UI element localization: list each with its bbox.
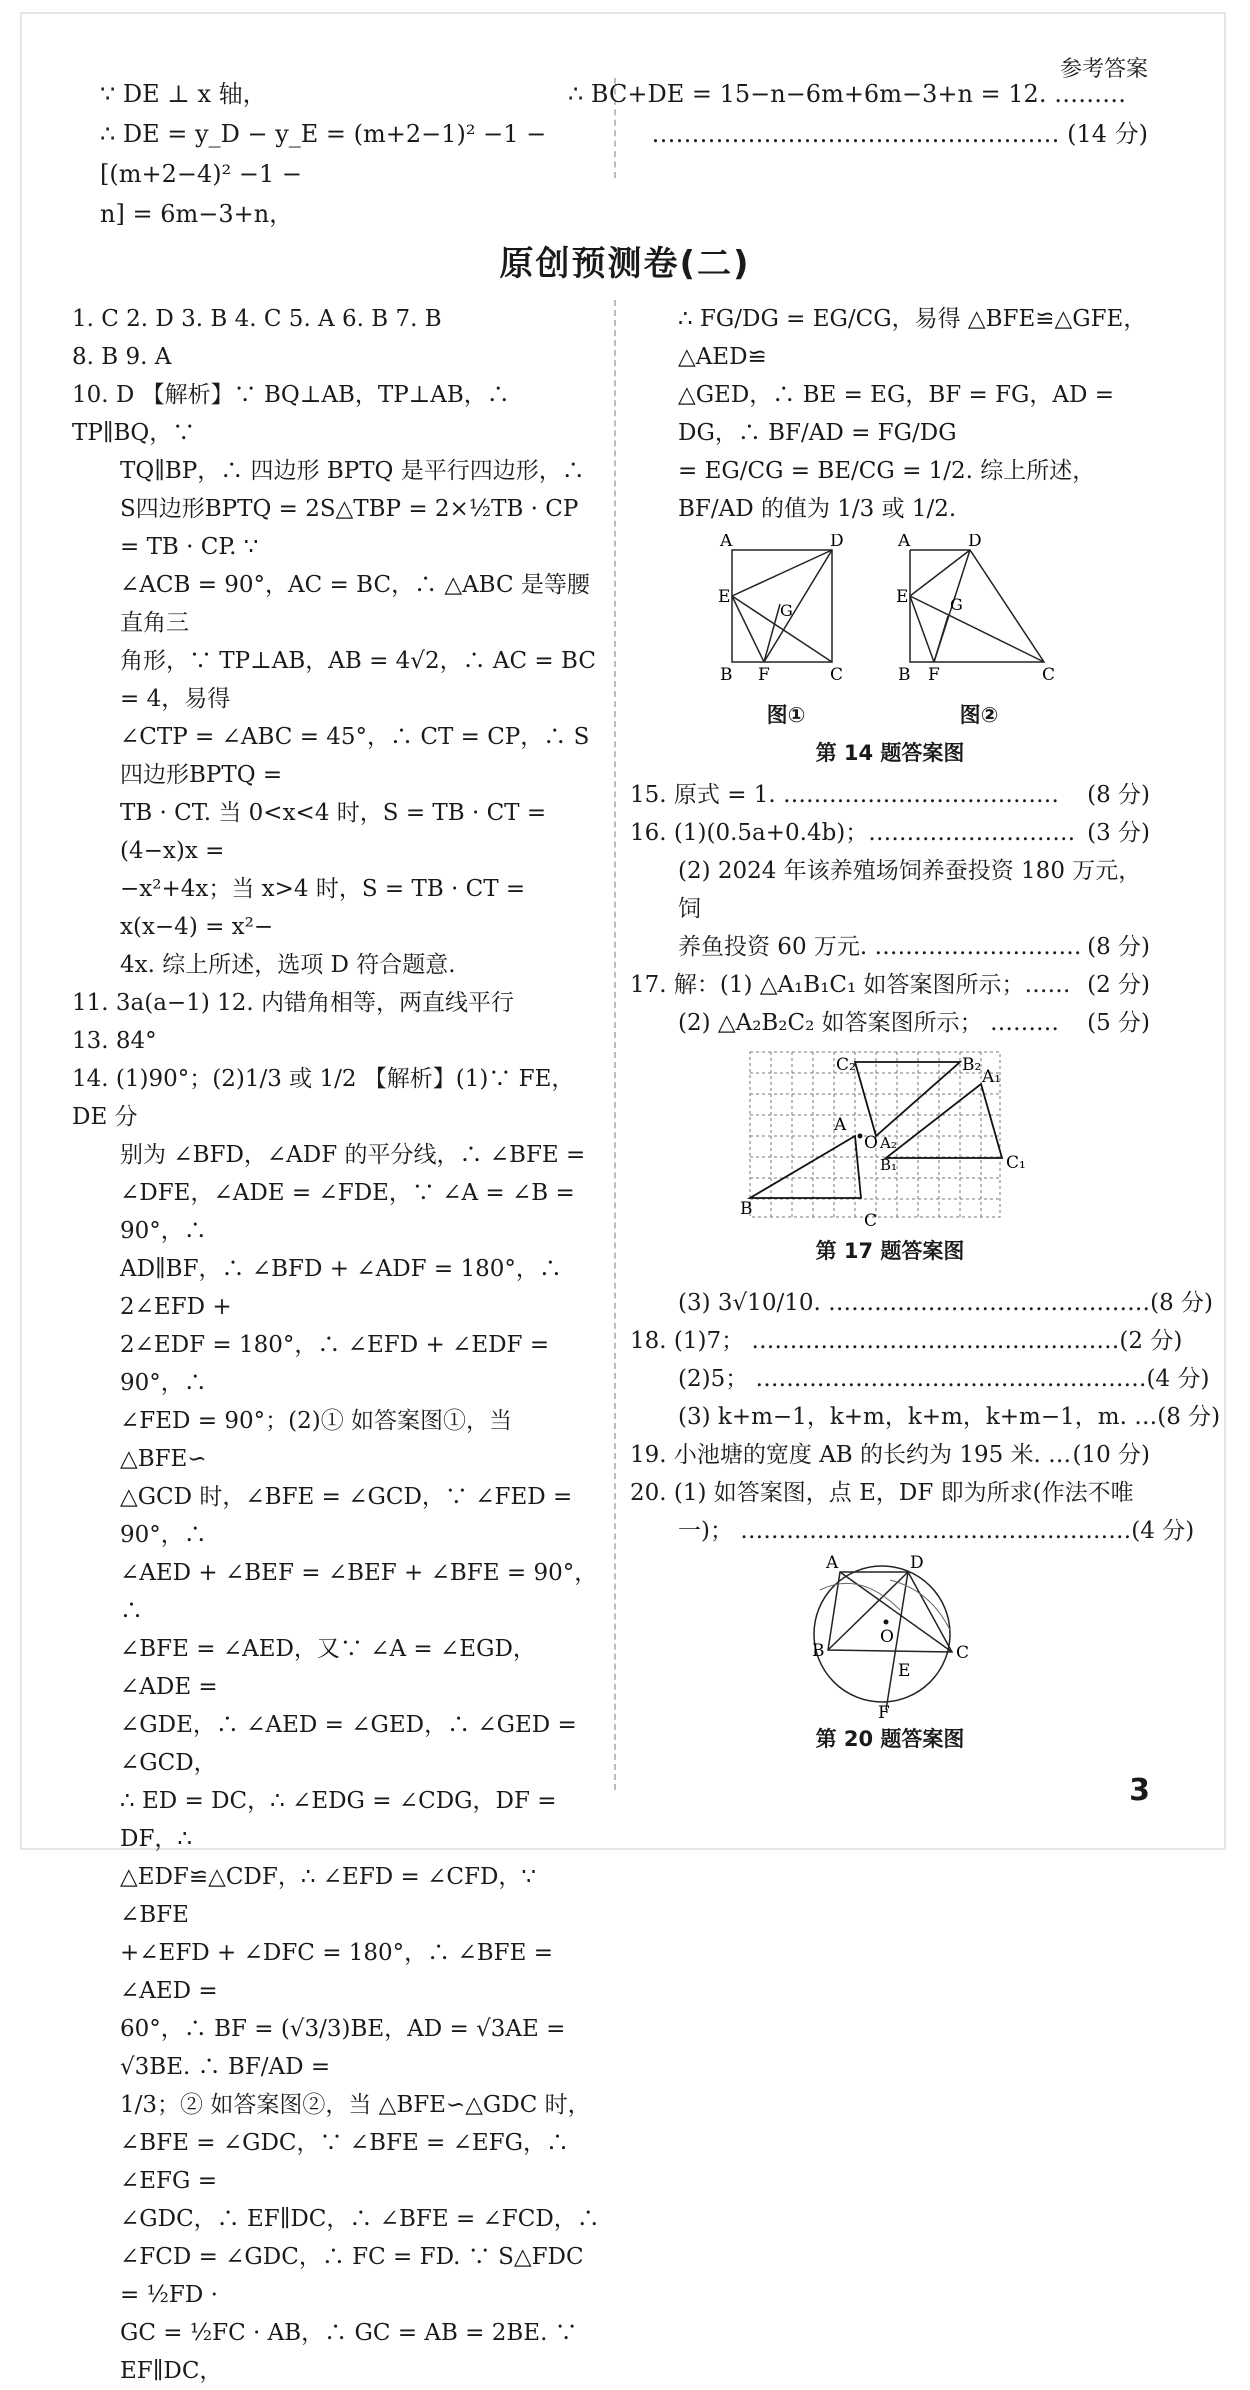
fig17-caption: 第 17 题答案图 <box>815 1239 965 1263</box>
q14-line: +∠EFD + ∠DFC = 180°，∴ ∠BFE = ∠AED = <box>120 1940 554 2004</box>
q14-line: ∠BFE = ∠AED，又∵ ∠A = ∠EGD，∠ADE = <box>120 1636 536 1700</box>
q14-line: 1/3；② 如答案图②，当 △BFE∽△GDC 时， <box>120 2092 591 2118</box>
q20-text: 一)； …………………………………………… <box>678 1518 1132 1544</box>
q18-1-row <box>630 1322 1183 1360</box>
q14-line: 别为 ∠BFD，∠ADF 的平分线，∴ ∠BFE = <box>120 1142 586 1168</box>
q14-line: 2∠EDF = 180°，∴ ∠EFD + ∠EDF = 90°，∴ <box>120 1332 550 1396</box>
q16-1-score: (3 分) <box>1087 820 1150 846</box>
q10-line: ∠ACB = 90°，AC = BC，∴ △ABC 是等腰直角三 <box>120 572 590 636</box>
q18-1-score: (2 分) <box>1119 1328 1183 1354</box>
origin-point <box>858 1134 863 1139</box>
q15-score: (8 分) <box>1087 782 1150 808</box>
svg-text:F: F <box>878 1703 890 1720</box>
q15-row <box>630 776 1150 814</box>
q18-2-row <box>630 1360 1210 1398</box>
q14-cont-line: ∴ FG/DG = EG/CG，易得 △BFE≌△GFE，△AED≌ <box>678 306 1147 370</box>
answer-13: 13. 84° <box>72 1028 157 1054</box>
fig20-caption: 第 20 题答案图 <box>815 1727 965 1751</box>
fig14-figure-2 <box>894 534 1064 734</box>
fig17-grid-diagram <box>740 1042 1040 1232</box>
q18-1-text: 18. (1)7； ………………………………………… <box>630 1328 1120 1354</box>
top-left-line: ∵ DE ⊥ x 轴， <box>100 80 267 108</box>
svg-text:A₂: A₂ <box>880 1134 897 1152</box>
q17-3-text: (3) 3√10/10. …………………………………… <box>678 1290 1151 1316</box>
q10-line: TB · CT. 当 0<x<4 时，S = TB · CT = (4−x)x = <box>120 800 547 864</box>
q14-line: △EDF≌△CDF，∴ ∠EFD = ∠CFD，∵ ∠BFE <box>120 1864 537 1928</box>
q14-line: △GCD 时，∠BFE = ∠GCD，∵ ∠FED = 90°，∴ <box>120 1484 573 1548</box>
svg-text:A: A <box>898 534 911 551</box>
q16-2-score: (8 分) <box>1087 934 1150 960</box>
answers-11-12: 11. 3a(a−1) 12. 内错角相等，两直线平行 <box>72 990 514 1016</box>
top-right-line: …………………………………………… (14 分) <box>651 120 1148 148</box>
q10-line: −x²+4x；当 x>4 时，S = TB · CT = x(x−4) = x²− <box>120 876 526 940</box>
right-column <box>630 300 1221 1758</box>
center-point <box>884 1620 889 1625</box>
q14-line: ∠AED + ∠BEF = ∠BEF + ∠BFE = 90°，∴ <box>120 1560 598 1624</box>
answers-1-7: 1. C 2. D 3. B 4. C 5. A 6. B 7. B <box>72 306 442 332</box>
column-divider <box>614 300 616 1790</box>
q19-row <box>630 1436 1150 1474</box>
fig14-diagram-1 <box>716 534 856 684</box>
q14-line: ∠BFE = ∠GDC，∵ ∠BFE = ∠EFG，∴ ∠EFG = <box>120 2130 570 2194</box>
q18-2-text: (2)5； …………………………………………… <box>678 1366 1147 1392</box>
svg-text:G: G <box>950 595 963 614</box>
q14-line: AD∥BF，∴ ∠BFD + ∠ADF = 180°，∴ 2∠EFD + <box>120 1256 562 1320</box>
top-left-line: n] = 6m−3+n， <box>100 200 294 228</box>
q10-line: TQ∥BP，∴ 四边形 BPTQ 是平行四边形，∴ <box>120 458 585 484</box>
left-column <box>72 300 600 2390</box>
page-number: 3 <box>1129 1773 1150 1808</box>
q14-line: ∠DFE，∠ADE = ∠FDE，∵ ∠A = ∠B = 90°，∴ <box>120 1180 575 1244</box>
svg-text:A: A <box>834 1115 847 1135</box>
svg-text:B: B <box>720 665 733 684</box>
svg-text:B₁: B₁ <box>880 1156 898 1174</box>
top-left-line: ∴ DE = y_D − y_E = (m+2−1)² −1 −[(m+2−4)² −1 − <box>100 120 547 188</box>
q14-line: ∠FCD = ∠GDC，∴ FC = FD. ∵ S△FDC = ½FD · <box>120 2244 584 2308</box>
answers-8-9: 8. B 9. A <box>72 344 172 370</box>
q10-solution <box>72 376 600 984</box>
q14-line: ∠GDE，∴ ∠AED = ∠GED，∴ ∠GED = ∠GCD， <box>120 1712 577 1776</box>
q14-line: GC = ½FC · AB，∴ GC = AB = 2BE. ∵ EF∥DC， <box>120 2320 578 2384</box>
q10-line: ∠CTP = ∠ABC = 45°，∴ CT = CP，∴ S四边形BPTQ = <box>120 724 590 788</box>
q17-2-score: (5 分) <box>1087 1010 1150 1036</box>
svg-text:G: G <box>780 601 793 620</box>
fig14-diagram-2 <box>894 534 1064 684</box>
q10-line: 4x. 综上所述，选项 D 符合题意. <box>120 952 456 978</box>
q14-line: ∴ ED = DC，∴ ∠EDG = ∠CDG，DF = DF，∴ <box>120 1788 557 1852</box>
q20-row <box>630 1512 1195 1550</box>
svg-text:E: E <box>898 1661 911 1681</box>
q16-1-row <box>630 814 1150 852</box>
q10-line: 10. D 【解析】∵ BQ⊥AB，TP⊥AB，∴ TP∥BQ，∵ <box>72 382 510 446</box>
q14-cont-line: △GED，∴ BE = EG，BF = FG，AD = DG，∴ BF/AD = FG/DG <box>678 382 1115 446</box>
q15-text: 15. 原式 = 1. ……………………………… <box>630 782 1060 808</box>
svg-text:D: D <box>910 1553 924 1573</box>
header-label: 参考答案 <box>1059 57 1148 82</box>
q17-1-text: 17. 解：(1) △A₁B₁C₁ 如答案图所示；…… <box>630 972 1071 998</box>
svg-text:A: A <box>826 1553 839 1573</box>
top-left-block <box>100 74 600 234</box>
svg-text:C: C <box>1042 665 1056 684</box>
q10-line: S四边形BPTQ = 2S△TBP = 2×½TB · CP = TB · CP. ∵ <box>120 496 579 560</box>
svg-text:C: C <box>956 1643 970 1663</box>
svg-text:D: D <box>968 534 982 551</box>
q18-3-text: (3) k+m−1，k+m，k+m，k+m−1，m. … <box>678 1404 1158 1430</box>
q14-line: ∠GDC，∴ EF∥DC，∴ ∠BFE = ∠FCD，∴ <box>120 2206 600 2232</box>
q17-2-row <box>630 1004 1150 1042</box>
q18-3-score: (8 分) <box>1157 1404 1221 1430</box>
svg-text:O: O <box>880 1627 894 1647</box>
svg-text:D: D <box>830 534 844 551</box>
q16-2-line: (2) 2024 年该养殖场饲养蚕投资 180 万元，饲 <box>678 858 1142 922</box>
top-right-line: ∴ BC+DE = 15−n−6m+6m−3+n = 12. ……… <box>568 80 1127 108</box>
q17-3-score: (8 分) <box>1150 1290 1213 1316</box>
q17-1-row <box>630 966 1150 1004</box>
q19-score: (10 分) <box>1072 1442 1150 1468</box>
svg-text:F: F <box>758 665 770 684</box>
svg-text:A₁: A₁ <box>982 1067 1002 1087</box>
q14-line: 60°，∴ BF = (√3/3)BE，AD = √3AE = √3BE. ∴ BF/AD = <box>120 2016 566 2080</box>
svg-text:C: C <box>830 665 844 684</box>
q14-solution <box>72 1060 600 2390</box>
q18-2-score: (4 分) <box>1146 1366 1210 1392</box>
q20-line: 20. (1) 如答案图，点 E，DF 即为所求(作法不唯 <box>630 1480 1134 1506</box>
q10-line: 角形，∵ TP⊥AB，AB = 4√2，∴ AC = BC = 4，易得 <box>120 648 596 712</box>
svg-text:B: B <box>812 1641 825 1661</box>
q16-2-row <box>630 928 1150 966</box>
q20-score: (4 分) <box>1131 1518 1195 1544</box>
svg-text:E: E <box>896 587 909 607</box>
q17-1-score: (2 分) <box>1087 972 1150 998</box>
q17-3-row <box>630 1284 1213 1322</box>
fig14-sub2: 图② <box>959 703 999 727</box>
svg-text:B: B <box>740 1199 753 1219</box>
q14-cont-line: = EG/CG = BE/CG = 1/2. 综上所述，BF/AD 的值为 1/3 或 1/2. <box>678 458 1096 522</box>
svg-text:E: E <box>718 587 731 607</box>
q16-2-text: 养鱼投资 60 万元. ……………………… <box>678 934 1082 960</box>
q14-line: 14. (1)90°；(2)1/3 或 1/2 【解析】(1)∵ FE，DE 分 <box>72 1066 575 1130</box>
q17-2-text: (2) △A₂B₂C₂ 如答案图所示； ……… <box>678 1010 1059 1036</box>
fig14-sub1: 图① <box>766 703 806 727</box>
fig14-figures <box>630 534 1150 734</box>
svg-text:C: C <box>864 1211 878 1231</box>
q14-line: ∠FED = 90°；(2)① 如答案图①，当 △BFE∽ <box>120 1408 513 1472</box>
q16-1-text: 16. (1)(0.5a+0.4b)；……………………… <box>630 820 1076 846</box>
svg-text:A: A <box>720 534 733 551</box>
fig14-figure-1 <box>716 534 856 734</box>
svg-text:C₁: C₁ <box>1006 1153 1026 1173</box>
svg-text:F: F <box>928 665 940 684</box>
section-title: 原创预测卷(二) <box>499 244 751 284</box>
q19-text: 19. 小池塘的宽度 AB 的长约为 195 米. … <box>630 1442 1072 1468</box>
svg-text:B₂: B₂ <box>962 1055 982 1075</box>
fig20-circle-diagram <box>800 1550 980 1720</box>
svg-text:C₂: C₂ <box>836 1055 856 1075</box>
fig14-caption: 第 14 题答案图 <box>815 741 965 765</box>
q18-3-row <box>630 1398 1221 1436</box>
svg-text:B: B <box>898 665 911 684</box>
svg-text:O: O <box>864 1133 878 1153</box>
top-right-block <box>568 74 1148 154</box>
